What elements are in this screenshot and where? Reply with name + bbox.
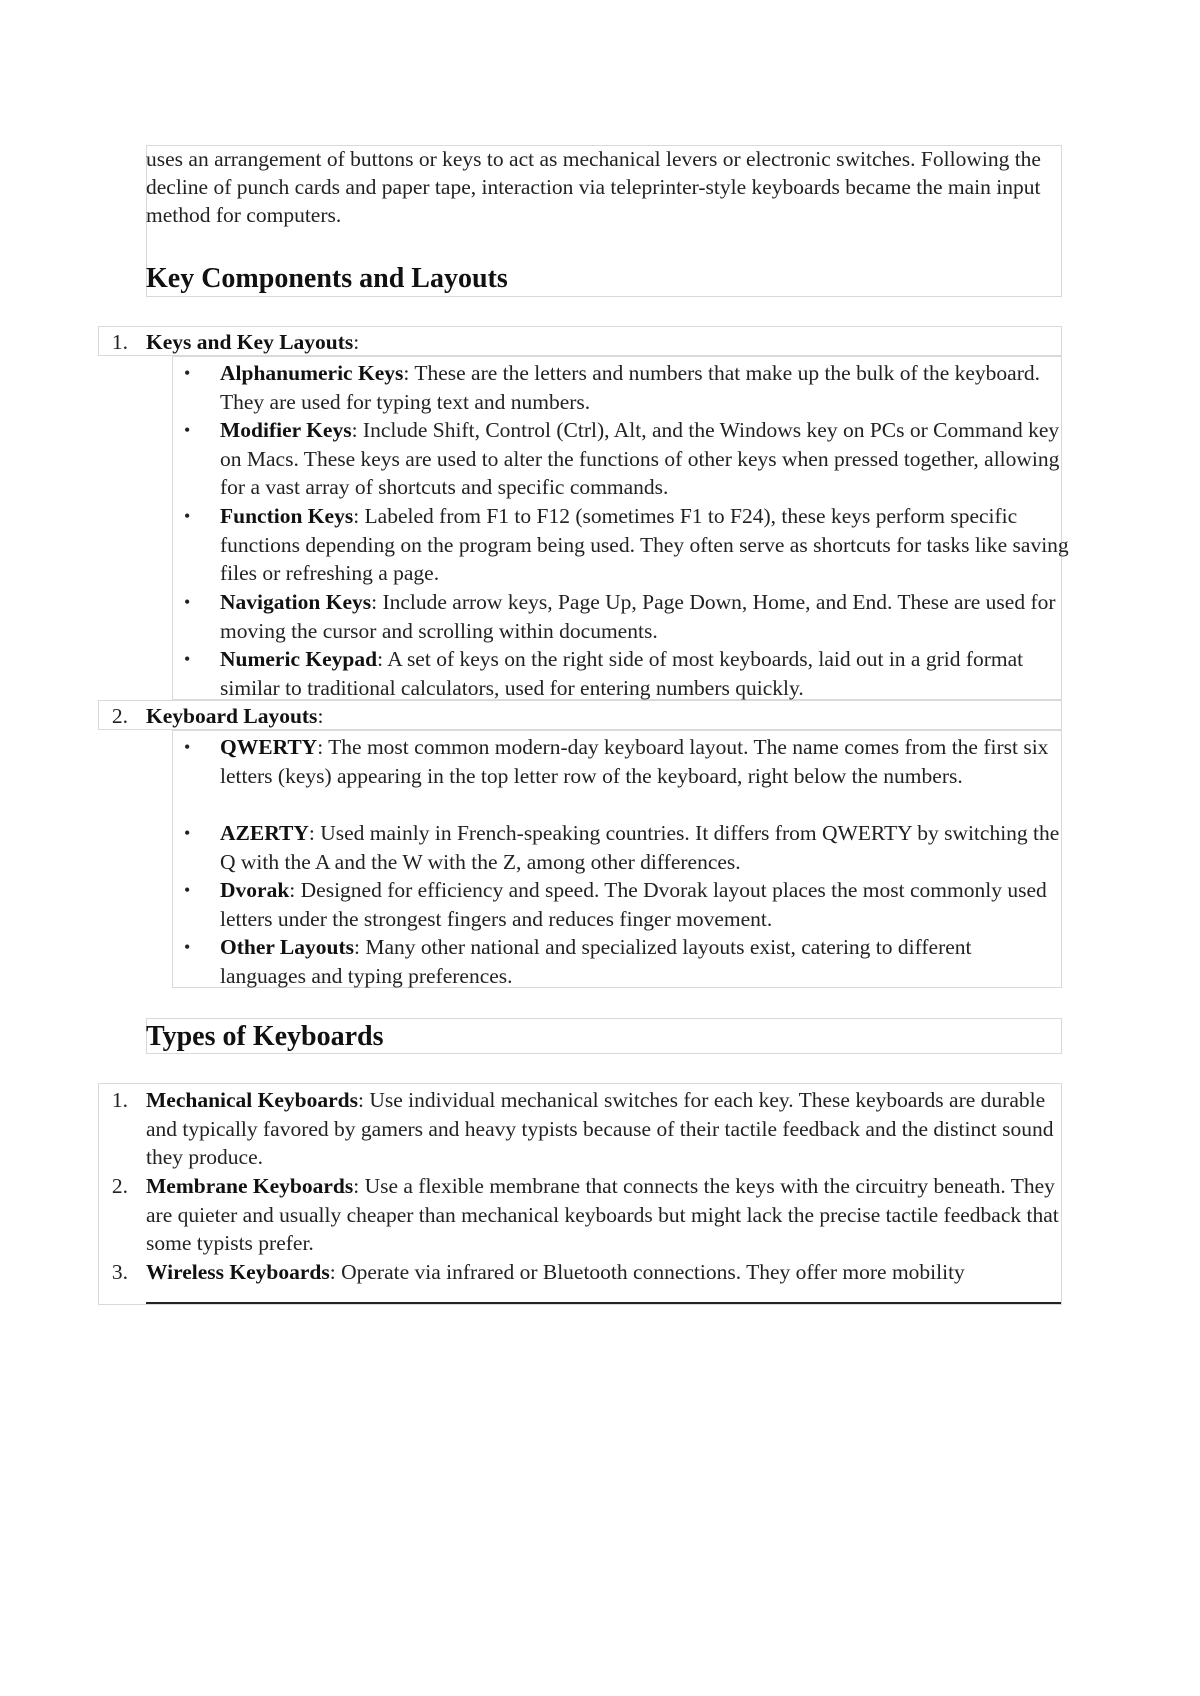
bullet-title: QWERTY: [220, 735, 318, 759]
bullet-text: : Used mainly in French-speaking countries. It differs from QWERTY by switching the Q with the A and the W with the Z, among other differences.: [220, 821, 1060, 874]
bullet-other-layouts: [220, 933, 1055, 990]
list-item-suffix: :: [353, 330, 360, 354]
bullet-text: : Include arrow keys, Page Up, Page Down, Home, and End. These are used for moving the cursor and scrolling within documents.: [220, 590, 1056, 643]
bullet-text: : Labeled from F1 to F12 (sometimes F1 to F24), these keys perform specific functions depending on the program being used. They often serve as shortcuts for tasks like saving files or refreshing a page.: [220, 504, 1069, 585]
bullet-title: Numeric Keypad: [220, 647, 378, 671]
bullet-glyph: •: [184, 420, 191, 440]
bullet-azerty: [220, 819, 1070, 876]
list-item-membrane-keyboards: [146, 1172, 1061, 1258]
bullet-function-keys: [220, 502, 1070, 588]
bullet-text: : Include Shift, Control (Ctrl), Alt, and the Windows key on PCs or Command key on Macs. These keys are used to alter the functions of other keys when pressed together, allowing for a vast array of shortcuts and specific commands.: [220, 418, 1060, 499]
list-item-suffix: :: [317, 704, 324, 728]
bullet-glyph: •: [184, 363, 191, 383]
bullet-title: AZERTY: [220, 821, 309, 845]
list-number: 3.: [111, 1260, 128, 1284]
list-item-title: Wireless Keyboards: [146, 1260, 330, 1284]
bullet-dvorak: [220, 876, 1070, 933]
bullet-title: Dvorak: [220, 878, 290, 902]
list-item-title: Membrane Keyboards: [146, 1174, 354, 1198]
section-heading-types: Types of Keyboards: [146, 1021, 384, 1052]
bullet-glyph: •: [184, 823, 191, 843]
bullet-text: : These are the letters and numbers that make up the bulk of the keyboard. They are used for typing text and numbers.: [220, 361, 1040, 414]
bullet-qwerty: [220, 733, 1055, 790]
list-number: 1.: [111, 330, 128, 354]
bullet-title: Modifier Keys: [220, 418, 352, 442]
bullet-title: Alphanumeric Keys: [220, 361, 404, 385]
list-item-text: : Operate via infrared or Bluetooth connections. They offer more mobility: [329, 1260, 965, 1284]
list-number: 1.: [111, 1088, 128, 1112]
bullet-title: Navigation Keys: [220, 590, 372, 614]
bullet-navigation-keys: [220, 588, 1070, 645]
list-item-keys-and-layouts: [146, 328, 359, 356]
list-item-text: : Use a flexible membrane that connects the keys with the circuitry beneath. They are quieter and usually cheaper than mechanical keyboards but might lack the precise tactile feedback that some typists prefer.: [146, 1174, 1059, 1255]
bullet-text: : The most common modern-day keyboard layout. The name comes from the first six letters (keys) appearing in the top letter row of the keyboard, right below the numbers.: [220, 735, 1049, 788]
bullet-text: : A set of keys on the right side of most keyboards, laid out in a grid format similar to traditional calculators, used for entering numbers quickly.: [220, 647, 1024, 700]
bullet-glyph: •: [184, 737, 191, 757]
bullet-glyph: •: [184, 649, 191, 669]
bullet-alphanumeric-keys: [220, 359, 1070, 416]
bullet-text: : Many other national and specialized layouts exist, catering to different languages and typing preferences.: [220, 935, 972, 988]
intro-paragraph: uses an arrangement of buttons or keys to act as mechanical levers or electronic switches. Following the decline of punch cards and paper tape, interaction via teleprinter-style keyboards became the main input method for computers.: [146, 147, 1041, 227]
list-item-title: Mechanical Keyboards: [146, 1088, 358, 1112]
bullet-title: Function Keys: [220, 504, 354, 528]
list-item-mechanical-keyboards: [146, 1086, 1061, 1172]
bullet-glyph: •: [184, 880, 191, 900]
list-item-title: Keys and Key Layouts: [146, 330, 354, 354]
bullet-glyph: •: [184, 506, 191, 526]
list-item-title: Keyboard Layouts: [146, 704, 318, 728]
list-item-wireless-keyboards: [146, 1258, 1046, 1287]
list-item-keyboard-layouts: [146, 702, 323, 730]
section-heading-components: Key Components and Layouts: [146, 263, 508, 294]
bullet-title: Other Layouts: [220, 935, 354, 959]
list-number: 2.: [111, 704, 128, 728]
bullet-text: : Designed for efficiency and speed. The Dvorak layout places the most commonly used letters under the strongest fingers and reduces finger movement.: [220, 878, 1047, 931]
bullet-modifier-keys: [220, 416, 1070, 502]
bullet-glyph: •: [184, 592, 191, 612]
bullet-numeric-keypad: [220, 645, 1070, 702]
list-number: 2.: [111, 1174, 128, 1198]
list-item-text: : Use individual mechanical switches for each key. These keyboards are durable and typically favored by gamers and heavy typists because of their tactile feedback and the distinct sound they produce.: [146, 1088, 1054, 1169]
end-rule: [146, 1302, 1061, 1304]
bullet-glyph: •: [184, 937, 191, 957]
